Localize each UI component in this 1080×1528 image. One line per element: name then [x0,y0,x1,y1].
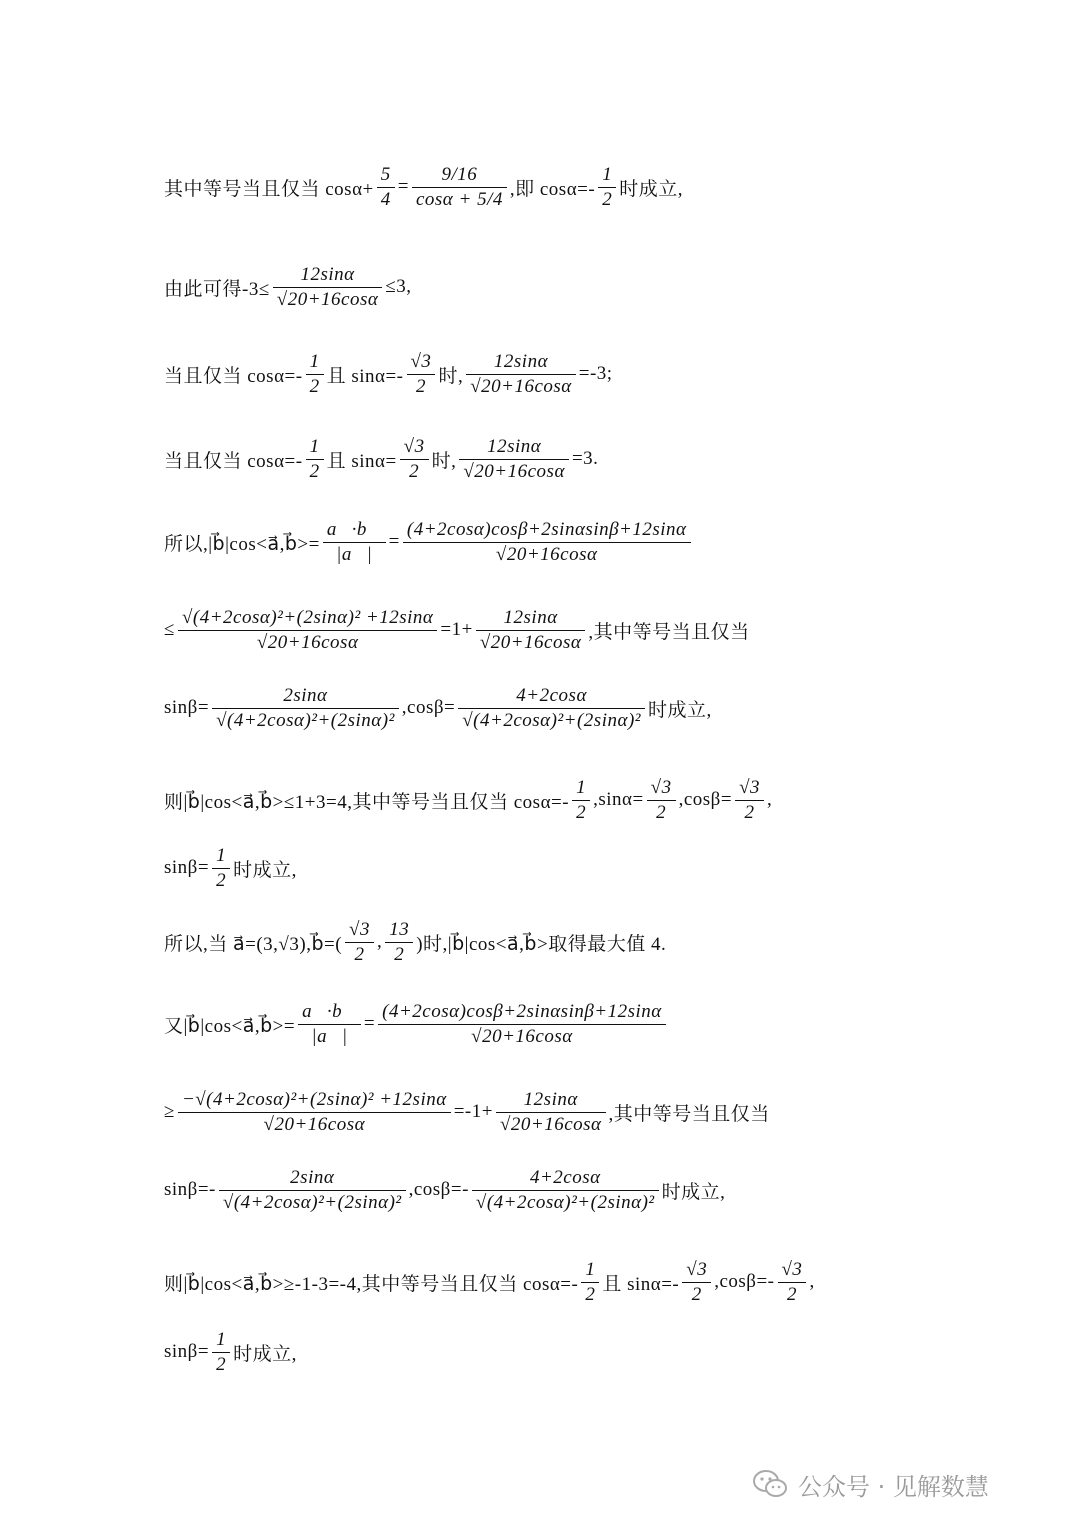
fraction [378,1000,666,1049]
fraction-denominator: √20+16cosα [499,1113,602,1135]
fraction-numerator: 1 [576,777,587,798]
fraction-denominator: 2 [691,1283,702,1305]
fraction [407,350,436,399]
fraction-denominator: 2 [409,460,420,482]
fraction-denominator: √(4+2cosα)²+(2sinα)² [462,709,641,731]
fraction [682,1258,711,1307]
fraction-denominator: 2 [602,188,613,210]
text-run: ,cosβ=- [408,1179,469,1201]
text-run: 时成立, [647,699,712,721]
fraction [306,435,324,484]
text-run: ,cosβ=- [714,1271,775,1293]
fraction [219,1166,406,1215]
formula-line [164,435,598,484]
fraction-denominator: 2 [576,801,587,823]
fraction-denominator: √20+16cosα [470,375,572,397]
fraction-denominator: 2 [415,375,426,397]
fraction [178,1088,451,1137]
fraction [212,684,399,733]
fraction-denominator: 2 [656,801,667,823]
fraction-numerator: 2sinα [283,685,328,706]
fraction-denominator: √(4+2cosα)²+(2sinα)² [216,709,395,731]
fraction [273,263,383,312]
fraction-denominator: √20+16cosα [479,631,582,653]
fraction [323,518,386,567]
text-run: =-3; [578,363,613,385]
fraction-numerator: 12sinα [493,351,549,372]
text-run: ≤ [164,619,175,641]
fraction-denominator: 2 [216,1353,227,1375]
fraction [400,435,429,484]
watermark-text: 公众号 · 见解数慧 [798,1472,989,1501]
formula-line [164,263,412,312]
fraction-numerator: 9/16 [441,164,478,185]
fraction [496,1088,606,1137]
fraction-denominator: 2 [309,375,320,397]
fraction-denominator: 2 [354,943,365,965]
fraction [306,350,324,399]
fraction-denominator: 2 [394,943,405,965]
fraction-denominator: cosα + 5/4 [415,188,503,210]
text-run: ,sinα= [593,789,644,811]
text-run: 当且仅当 cosα=- [164,450,303,472]
text-run: ,其中等号当且仅当 [608,1103,770,1125]
text-run: 则|b⃗|cos<a⃗,b⃗>≤1+3=4,其中等号当且仅当 cosα=- [164,791,570,813]
fraction-numerator: 12sinα [503,607,558,628]
text-run: = [363,1013,376,1035]
fraction-numerator: 12sinα [523,1089,578,1110]
formula-line [164,350,613,399]
fraction-denominator: √20+16cosα [263,1113,366,1135]
fraction-denominator: 2 [585,1283,596,1305]
fraction [647,776,676,825]
text-run: )时,|b⃗|cos<a⃗,b⃗>取得最大值 4. [416,933,667,955]
fraction-numerator: √3 [686,1259,708,1280]
text-run: =3. [571,448,599,470]
text-run: sinβ= [164,1341,210,1363]
text-run: 所以,当 a⃗=(3,√3),b⃗=( [164,933,343,955]
fraction [581,1258,599,1307]
fraction-numerator: √3 [349,919,370,940]
text-run: ≤3, [385,276,412,298]
text-run: 时成立, [619,178,683,200]
fraction-numerator: 5 [380,164,391,185]
fraction [598,163,616,212]
formula-line [164,844,297,893]
fraction [472,1166,659,1215]
formula-line [164,776,772,825]
text-run: 且 sinα=- [326,365,404,387]
fraction-numerator: 2sinα [290,1167,335,1188]
fraction [403,518,691,567]
fraction-numerator: 1 [309,436,320,457]
fraction-denominator: 4 [380,188,391,210]
formula-line [164,518,694,567]
fraction-numerator: (4+2cosα)cosβ+2sinαsinβ+12sinα [406,519,687,540]
text-run: , [376,931,383,953]
fraction [476,606,586,655]
text-run: 时, [438,365,464,387]
text-run: 所以,|b⃗|cos<a⃗,b⃗>= [164,533,320,555]
text-run: =-1+ [453,1101,493,1123]
fraction [212,1328,230,1377]
fraction-numerator: 13 [389,919,410,940]
fraction [212,844,230,893]
formula-line [164,918,666,967]
watermark [752,1462,989,1506]
fraction [459,435,569,484]
fraction-numerator: 12sinα [300,264,355,285]
fraction-denominator: √20+16cosα [471,1025,573,1047]
fraction-denominator: √20+16cosα [276,288,379,310]
formula-line [164,1328,297,1377]
fraction [345,918,374,967]
text-run: 又|b⃗|cos<a⃗,b⃗>= [164,1015,296,1037]
fraction-denominator: 2 [786,1283,797,1305]
fraction-numerator: √3 [410,351,432,372]
fraction [412,163,507,212]
text-run: 时, [431,450,457,472]
text-run: 时成立, [661,1181,726,1203]
fraction-numerator: 1 [216,845,227,866]
fraction [458,684,645,733]
formula-line [164,684,712,733]
fraction-denominator: √(4+2cosα)²+(2sinα)² [475,1191,655,1213]
formula-line [164,1166,725,1215]
text-run: 时成立, [233,1343,297,1365]
text-run: sinβ= [164,857,210,879]
wechat-icon [752,1469,788,1499]
text-run: = [388,531,400,553]
fraction [572,776,590,825]
text-run: 且 sinα=- [602,1273,680,1295]
fraction-numerator: a⃗·b⃗ [302,1001,357,1022]
text-run: =1+ [440,619,473,641]
fraction-numerator: √3 [650,777,672,798]
text-run: ,即 cosα=- [509,178,596,200]
fraction-numerator: (4+2cosα)cosβ+2sinαsinβ+12sinα [382,1001,662,1022]
formula-line [164,1088,770,1137]
fraction [178,606,437,655]
fraction-numerator: 1 [585,1259,596,1280]
formula-line [164,163,683,212]
fraction-numerator: 4+2cosα [516,685,587,706]
fraction-denominator: 2 [309,460,320,482]
fraction-denominator: 2 [216,869,227,891]
fraction-numerator: 12sinα [487,436,542,457]
fraction [735,776,764,825]
text-run: sinβ=- [164,1179,216,1201]
text-run: = [397,176,409,198]
fraction [298,1000,361,1049]
fraction-numerator: √3 [739,777,761,798]
text-run: 时成立, [233,859,297,881]
fraction-numerator: 1 [309,351,320,372]
text-run: sinβ= [164,697,210,719]
fraction-numerator: 4+2cosα [529,1167,601,1188]
text-run: 当且仅当 cosα=- [164,365,303,387]
formula-line [164,1000,669,1049]
fraction [778,1258,807,1307]
fraction [466,350,576,399]
fraction-denominator: √20+16cosα [495,543,598,565]
text-run: ,cosβ= [401,697,456,719]
text-run: , [809,1271,815,1293]
text-run: ,其中等号当且仅当 [588,621,750,643]
fraction-denominator: 2 [744,801,755,823]
fraction-numerator: a⃗·b⃗ [326,519,382,540]
text-run: 则|b⃗|cos<a⃗,b⃗>≥-1-3=-4,其中等号当且仅当 cosα=- [164,1273,579,1295]
text-run: 其中等号当且仅当 cosα+ [164,178,374,200]
fraction-numerator: √(4+2cosα)²+(2sinα)² +12sinα [181,607,434,628]
text-run: ≥ [164,1101,175,1123]
fraction-denominator: √20+16cosα [256,631,359,653]
fraction-numerator: √3 [403,436,425,457]
fraction-numerator: √3 [781,1259,803,1280]
text-run: 由此可得-3≤ [164,278,270,300]
fraction-numerator: −√(4+2cosα)²+(2sinα)² +12sinα [181,1089,447,1110]
formula-line [164,1258,815,1307]
fraction-denominator: √20+16cosα [463,460,565,482]
text-run: 且 sinα= [326,450,397,472]
formula-line [164,606,750,655]
fraction [385,918,413,967]
fraction [377,163,395,212]
text-run: , [767,789,773,811]
fraction-denominator: √(4+2cosα)²+(2sinα)² [222,1191,402,1213]
fraction-denominator: |a⃗| [336,543,373,565]
text-run: ,cosβ= [678,789,733,811]
fraction-denominator: |a⃗| [311,1025,348,1047]
fraction-numerator: 1 [602,164,613,185]
fraction-numerator: 1 [216,1329,227,1350]
